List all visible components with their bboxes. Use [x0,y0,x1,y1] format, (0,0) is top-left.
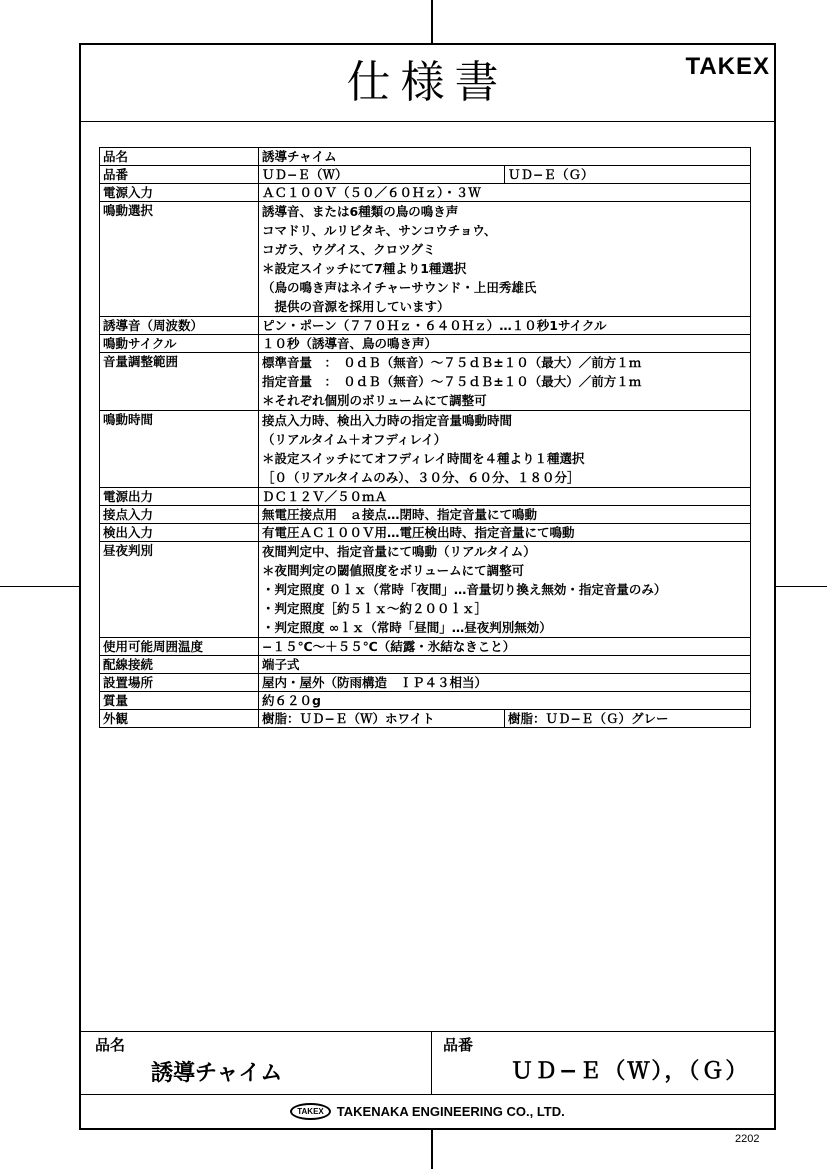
divider [431,1032,432,1094]
spec-value: 樹脂：ＵＤ−Ｅ（Ｇ）グレー [505,710,751,728]
spec-row [100,638,751,656]
spec-label: 誘導音（周波数） [100,317,259,335]
spec-label: 使用可能周囲温度 [100,638,259,656]
spec-row [100,692,751,710]
spec-row [100,542,751,638]
spec-value-line: 夜間判定中、指定音量にて鳴動（リアルタイム） [262,544,536,559]
product-info-row [81,1031,774,1095]
spec-row [100,524,751,542]
company-footer [81,1093,774,1130]
spec-label: 昼夜判別 [100,542,259,638]
brand-logo: TAKEX [685,53,770,80]
spec-label: 電源出力 [100,488,259,506]
spec-value [259,692,751,710]
spec-value-line: ＊夜間判定の閾値照度をボリュームにて調整可 [262,563,525,578]
spec-row [100,710,751,728]
spec-label: 電源入力 [100,184,259,202]
spec-row [100,488,751,506]
spec-table-body [100,148,751,728]
spec-label: 配線接続 [100,656,259,674]
spec-value-line: ・判定照度 ∞ｌｘ（常時「昼間」…昼夜判別無効） [262,620,552,635]
spec-value [259,202,751,317]
spec-value [259,148,751,166]
title-block [81,1031,774,1130]
spec-row [100,202,751,317]
spec-value-line: コガラ、ウグイス、クロツグミ [262,242,436,257]
spec-value-line: ［０（リアルタイムのみ）、３０分、６０分、１８０分］ [262,470,580,485]
spec-value [259,184,751,202]
registration-mark-bottom [431,1128,433,1169]
spec-value [259,353,751,411]
spec-value-line: 標準音量 ： ０ｄＢ（無音）〜７５ｄＢ±１０（最大）／前方１ｍ [262,355,642,370]
spec-label: 鳴動時間 [100,411,259,488]
spec-value-line: 約６２０g [262,693,321,708]
spec-label: 鳴動選択 [100,202,259,317]
spec-value: 樹脂：ＵＤ−Ｅ（Ｗ）ホワイト [259,710,505,728]
spec-label: 品名 [100,148,259,166]
spec-value-line: ＤＣ１２Ｖ／５０ｍＡ [262,489,388,504]
spec-value [259,656,751,674]
spec-value-line: ＊それぞれ個別のボリュームにて調整可 [262,393,487,408]
spec-value: ＵＤ−Ｅ（Ｇ） [505,166,751,184]
spec-row [100,411,751,488]
spec-value-line: 誘導音、または6種類の鳥の鳴き声 [262,204,459,219]
spec-value-line: 無電圧接点用 ａ接点…閉時、指定音量にて鳴動 [262,507,538,522]
spec-row [100,674,751,692]
spec-value-line: （リアルタイム＋オフディレイ） [262,432,447,447]
spec-value-line: 有電圧ＡＣ１００Ｖ用…電圧検出時、指定音量にて鳴動 [262,525,575,540]
spec-value-line: −１５℃〜＋５５℃（結露・氷結なきこと） [262,639,516,654]
company-name: TAKENAKA ENGINEERING CO., LTD. [336,1104,565,1119]
registration-mark-left [0,586,81,587]
spec-value-line: コマドリ、ルリビタキ、サンコウチョウ、 [262,223,497,238]
registration-mark-right [775,586,827,587]
title-area [81,45,774,122]
spec-label: 接点入力 [100,506,259,524]
company-logo: TAKEX [290,1103,331,1120]
product-name-label: 品名 [95,1036,126,1054]
product-number-label: 品番 [443,1036,474,1054]
spec-row [100,184,751,202]
spec-row [100,317,751,335]
product-name-value: 誘導チャイム [151,1061,283,1086]
spec-value-line: ＊設定スイッチにて7種より1種選択 [262,261,467,276]
spec-value-line: 屋内・屋外（防雨構造 ＩＰ４３相当） [262,675,488,690]
spec-label: 音量調整範囲 [100,353,259,411]
spec-value-line: 提供の音源を採用しています） [262,299,450,314]
spec-value-line: （鳥の鳴き声はネイチャーサウンド・上田秀雄氏 [262,280,537,295]
spec-row [100,335,751,353]
spec-label: 品番 [100,166,259,184]
registration-mark-top [431,0,433,45]
spec-value-line: ・判定照度 ０ｌｘ（常時「夜間」…音量切り換え無効・指定音量のみ） [262,582,667,597]
spec-value-line: 指定音量 ： ０ｄＢ（無音）〜７５ｄＢ±１０（最大）／前方１ｍ [262,374,642,389]
spec-label: 質量 [100,692,259,710]
spec-value [259,317,751,335]
spec-label: 設置場所 [100,674,259,692]
page-title: 仕様書 [346,57,509,108]
spec-value [259,335,751,353]
spec-value [259,488,751,506]
spec-row [100,656,751,674]
spec-label: 検出入力 [100,524,259,542]
spec-sheet-frame [79,43,776,1130]
spec-value-line: １０秒（誘導音、鳥の鳴き声） [262,336,438,351]
spec-value-line: 接点入力時、検出入力時の指定音量鳴動時間 [262,413,513,428]
spec-value [259,674,751,692]
spec-row [100,148,751,166]
spec-value: ＵＤ−Ｅ（Ｗ） [259,166,505,184]
spec-value-line: ・判定照度［約５ｌｘ〜約２００ｌｘ］ [262,601,488,616]
spec-row [100,353,751,411]
spec-label: 外観 [100,710,259,728]
spec-value-line: 端子式 [262,657,300,672]
spec-value [259,542,751,638]
spec-value [259,524,751,542]
spec-value [259,506,751,524]
document-code: 2202 [735,1133,760,1145]
spec-label: 鳴動サイクル [100,335,259,353]
spec-value [259,638,751,656]
spec-value-line: ＡＣ１００Ｖ（５０／６０Ｈｚ）・３Ｗ [262,185,481,200]
spec-value-line: 誘導チャイム [262,149,337,164]
spec-value-line: ＊設定スイッチにてオフディレイ時間を４種より１種選択 [262,451,585,466]
spec-value [259,411,751,488]
spec-table [99,147,751,728]
spec-row [100,166,751,184]
spec-row [100,506,751,524]
product-number-value: ＵＤ−Ｅ（Ｗ），（Ｇ） [511,1059,750,1084]
spec-value-line: ピン・ポーン（７７０Ｈｚ・６４０Ｈｚ）…１０秒1サイクル [262,318,607,333]
